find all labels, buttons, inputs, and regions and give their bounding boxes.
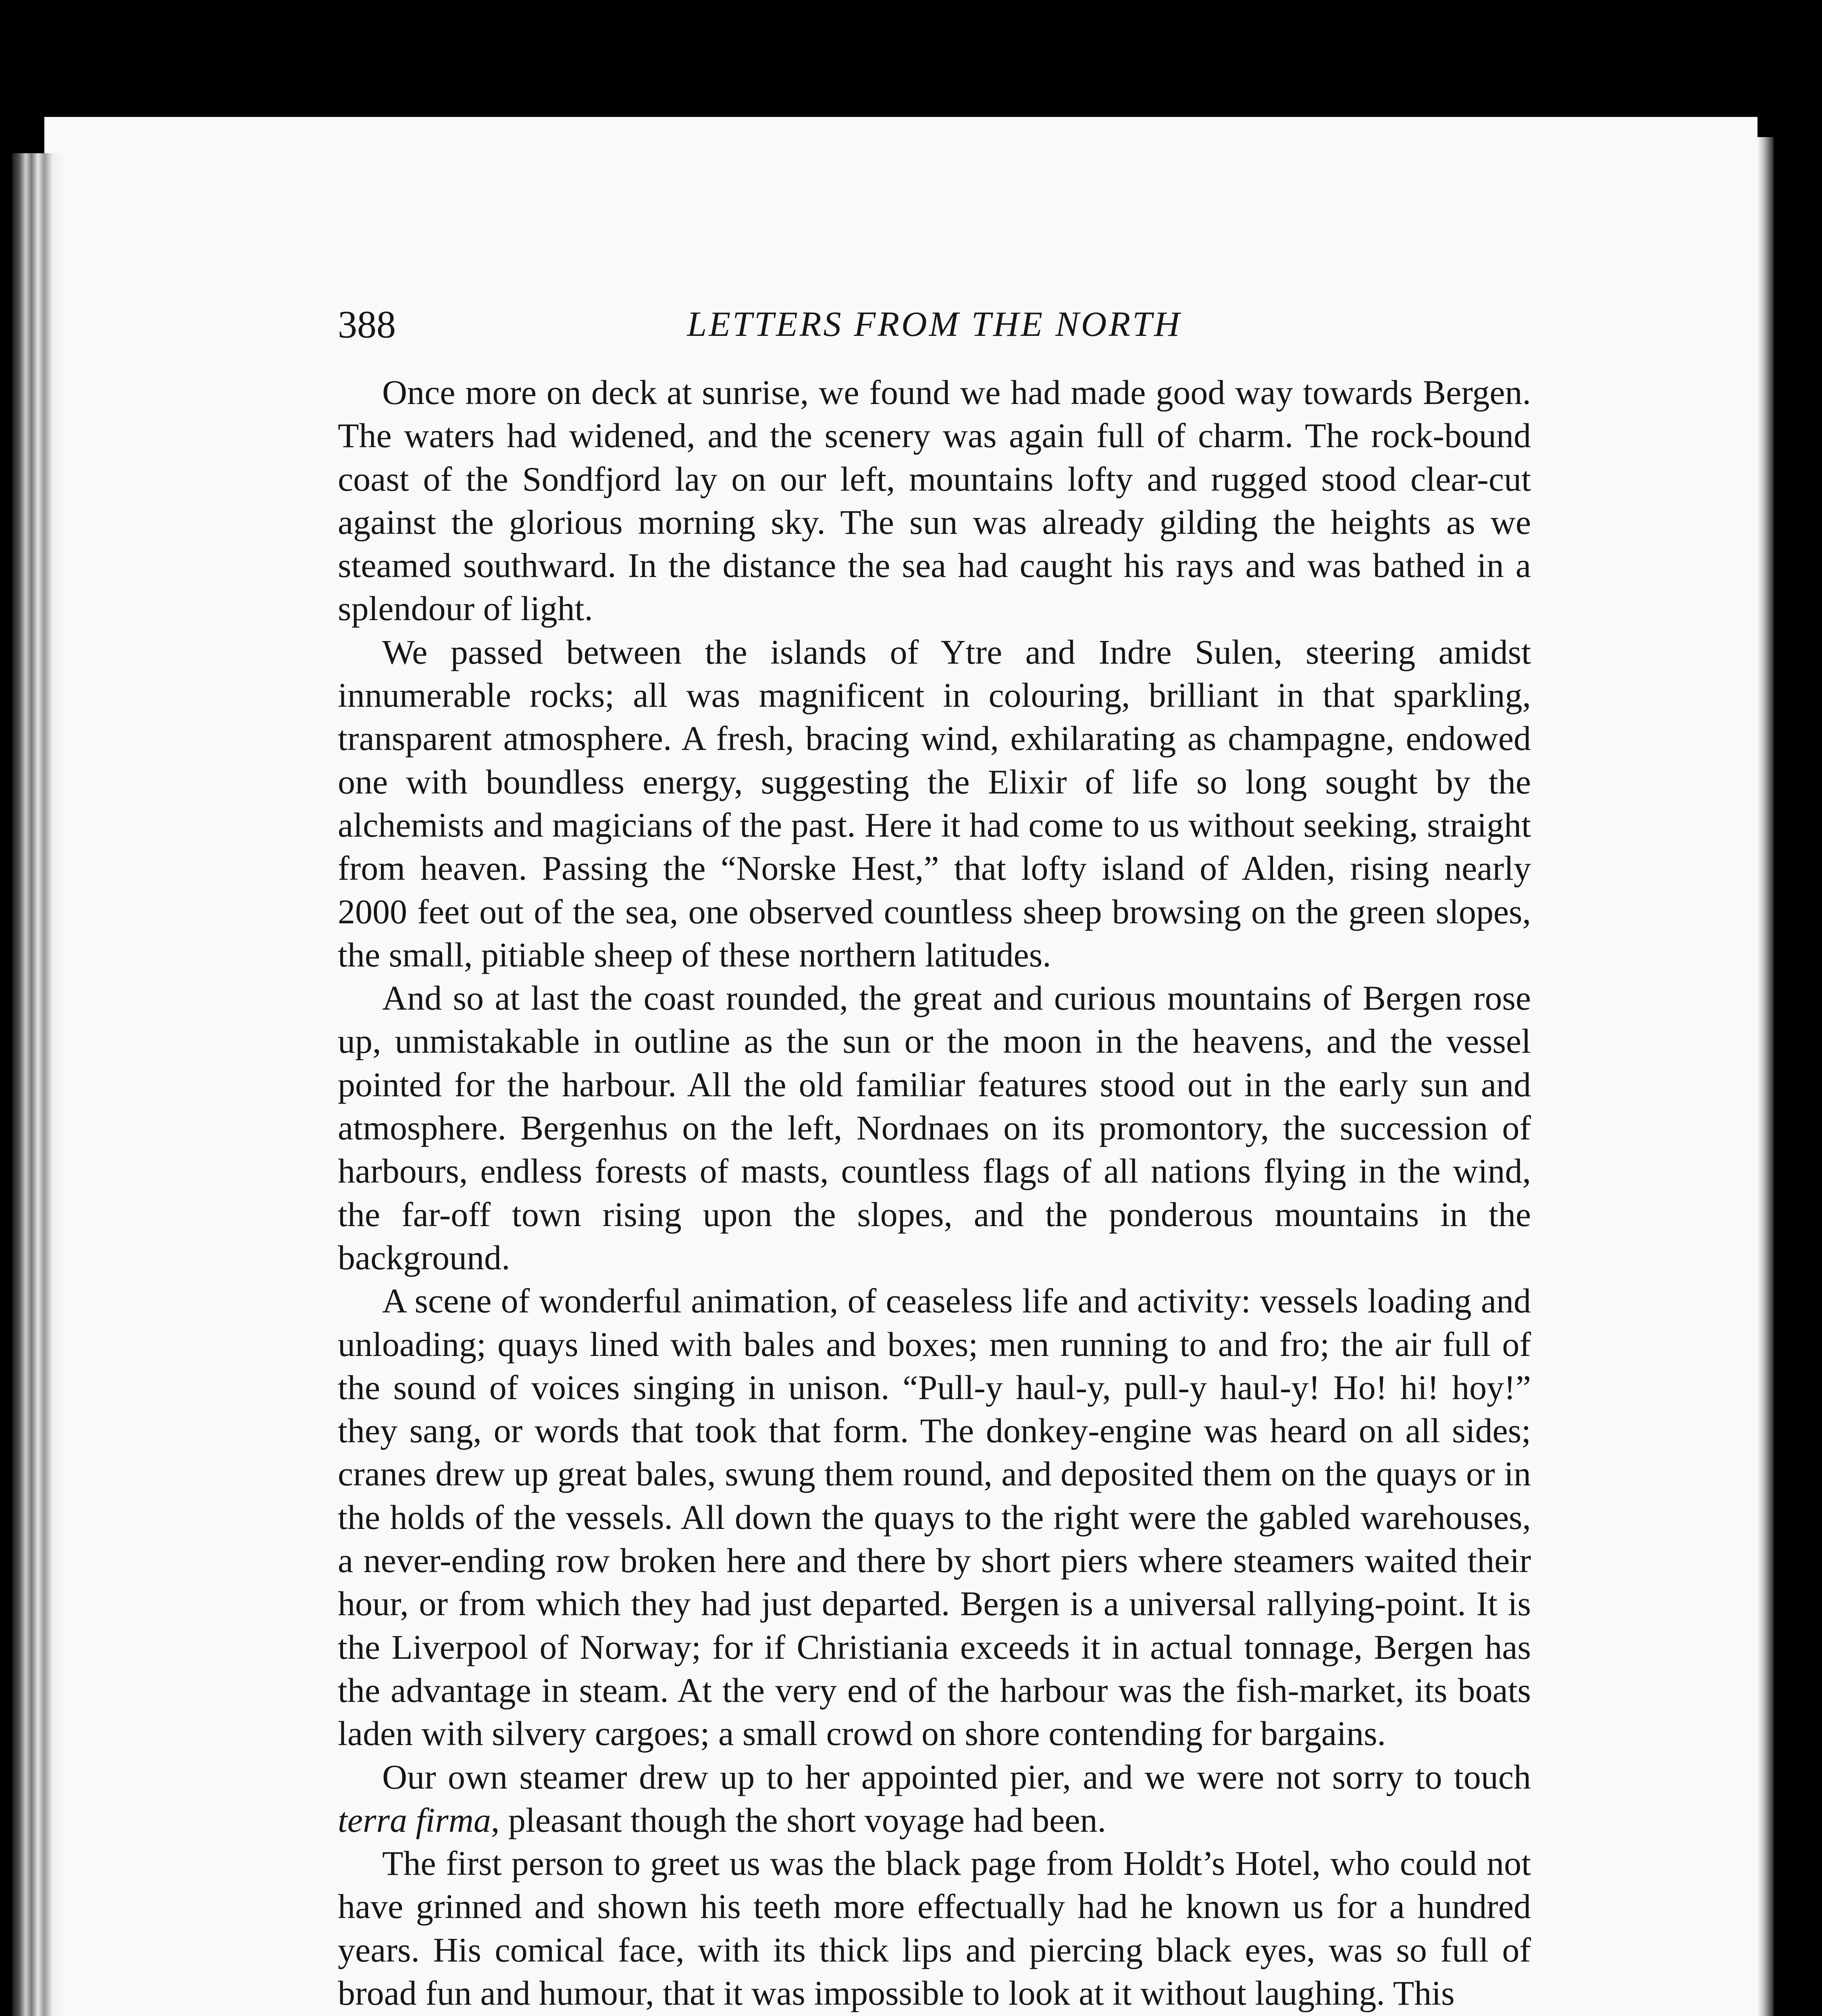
paragraph — [338, 371, 1531, 631]
paragraph — [338, 977, 1531, 1279]
paragraph — [338, 631, 1531, 977]
text-run: The first person to greet us was the black page from Holdt’s Hotel, who could not have grinned and shown his teeth more effectually had he known us for a hundred years. His comical face, with its thick lips and piercing black eyes, was so full of broad fun and humour, that it was impossible to look at it without laughing. This — [338, 1844, 1531, 2012]
page-number: 388 — [338, 303, 396, 346]
text-run: And so at last the coast rounded, the great and curious mountains of Bergen rose up, unmistakable in outline as the sun or the moon in the heavens, and the vessel pointed for the harbour. All the old familiar features stood out in the early sun and atmosphere. Bergenhus on the left, Nordnaes on its promontory, the succession of harbours, endless forests of masts, countless flags of all nations flying in the wind, the far-off town rising upon the slopes, and the ponderous mountains in the background. — [338, 979, 1531, 1277]
text-run: We passed between the islands of Ytre and Indre Sulen, steering amidst innumerable rocks; all was magnificent in colouring, brilliant in that sparkling, transparent atmosphere. A fresh, bracing wind, exhilarating as champagne, endowed one with boundless energy, suggesting the Elixir of life so long sought by the alchemists and magicians of the past. Here it had come to us without seeking, straight from heaven. Passing the “Norske Hest,” that lofty island of Alden, rising nearly 2000 feet out of the sea, one observed countless sheep browsing on the green slopes, the small, pitiable sheep of these northern latitudes. — [338, 632, 1531, 974]
paragraph — [338, 1756, 1531, 1842]
text-run: Our own steamer drew up to her appointed pier, and we were not sorry to touch — [382, 1757, 1531, 1796]
paragraph — [338, 1279, 1531, 1755]
text-run: A scene of wonderful animation, of ceaseless life and activity: vessels loading and unloading; quays lined with bales and boxes; men running to and fro; the air full of the sound of voices singing in unison. “Pull-y haul-y, pull-y haul-y! Ho! hi! hoy!” they sang, or words that took that form. The donkey-engine was heard on all sides; cranes drew up great bales, swung them round, and deposited them on the quays or in the holds of the vessels. All down the quays to the right were the gabled warehouses, a never-ending row broken here and there by short piers where steamers waited their hour, or from which they had just departed. Bergen is a universal rallying-point. It is the Liverpool of Norway; for if Christiania exceeds it in actual tonnage, Bergen has the advantage in steam. At the very end of the harbour was the fish-market, its boats laden with silvery cargoes; a small crowd on shore contending for bargains. — [338, 1281, 1531, 1753]
page-right-shadow — [1758, 137, 1774, 2016]
paragraph — [338, 1842, 1531, 2015]
text-run: Once more on deck at sunrise, we found we had made good way towards Bergen. The waters had widened, and the scenery was again full of charm. The rock-bound coast of the Sondfjord lay on our left, mountains lofty and rugged stood clear-cut against the glorious morning sky. The sun was already gilding the heights as we steamed southward. In the distance the sea had caught his rays and was bathed in a splendour of light. — [338, 373, 1531, 628]
running-header — [338, 300, 1531, 349]
italic-phrase: terra firma — [338, 1800, 491, 1839]
book-binding-edge — [12, 153, 64, 2016]
text-run: , pleasant though the short voyage had been. — [491, 1800, 1106, 1839]
running-title: LETTERS FROM THE NORTH — [687, 305, 1182, 344]
body-text — [338, 371, 1531, 2015]
